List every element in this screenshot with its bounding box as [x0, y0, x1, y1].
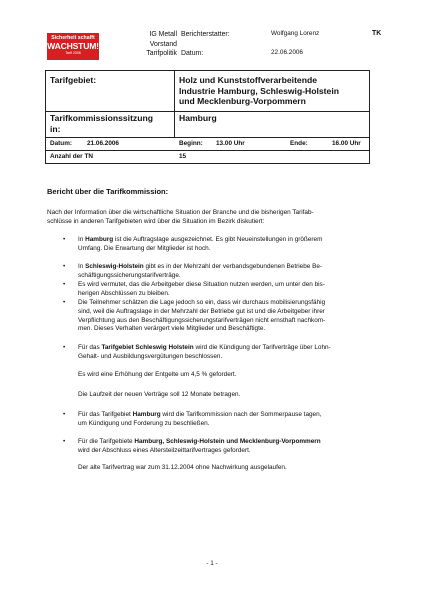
bullet-hamburg: In Hamburg ist die Auftragslage ausgezeichnet. Es gibt Neueinstellungen in größerem Umfang. Die Erwartung der Mitglieder ist hoch.: [78, 236, 323, 252]
beginn-label: Beginn:: [179, 140, 203, 147]
sitzung-value: Hamburg: [179, 113, 217, 123]
bullet-schleswig-holstein: In Schleswig-Holstein gibt es in der Mehrzahl der verbandsgebundenen Betriebe Be- schäftigungssicherungstarifverträge.: [78, 263, 323, 279]
bullet-dot-icon: •: [63, 299, 66, 306]
sitzung-label: Tarifkommissionssitzung in:: [50, 113, 153, 134]
organization-block: [121, 30, 177, 59]
page-number: - 1 -: [206, 560, 218, 567]
org-line: IG Metall: [149, 31, 177, 38]
report-heading: Bericht über die Tarifkommission:: [47, 187, 169, 196]
bullet-dot-icon: •: [63, 263, 66, 270]
datum-value: 21.06.2006: [87, 140, 119, 147]
initials: TK: [372, 30, 382, 37]
bullet-dot-icon: •: [63, 236, 66, 243]
meta-labels: [181, 30, 230, 59]
row-divider: [46, 111, 369, 112]
bullet-teilnehmer: Die Teilnehmer schätzen die Lage jedoch so ein, dass wir durchaus mobilisierungsfähig sind, weil die Auftragslage in der Mehrzahl der Betriebe gut ist und die Arbeitgeber ihrer Verpflichtung aus den Beschäftigungssicherungstarifverträgen nicht ernsthaft nachkom- men. Dieses Verhalten verärgert viele Mitglieder und Beschäftigte.: [78, 299, 326, 333]
column-divider: [174, 71, 175, 137]
tarifgebiet-label: Tarifgebiet:: [50, 75, 97, 85]
datum-label: Datum:: [50, 140, 73, 147]
bullet-arbeitgeber: Es wird vermutet, das die Arbeitgeber diese Situation nutzen werden, um unter den bis- herigen Abschlüssen zu bleiben.: [78, 281, 325, 297]
bullet-schleswig-kuendigung: Für das Tarifgebiet Schleswig Holstein wird die Kündigung der Tarifverträge über Lohn- Gehalt- und Ausbildungsvergütungen beschlossen.: [78, 344, 331, 360]
bullet-dot-icon: •: [63, 438, 66, 445]
org-line: Tarifpolitik: [146, 50, 177, 58]
reporter-label: Berichterstatter:: [181, 31, 230, 38]
report-date: 22.06.2006: [271, 49, 303, 57]
org-line: Vorstand: [149, 40, 177, 48]
campaign-logo: Sicherheit schafft WACHSTUM! Tarif 2006: [47, 33, 99, 60]
intro-paragraph: Nach der Information über die wirtschaftliche Situation der Branche und die bisherigen Tarifab- schlüsse in anderen Tarifgebieten wird über die Situation im Bezirk diskutiert:: [47, 209, 314, 225]
beginn-value: 13.00 Uhr: [216, 140, 245, 147]
bullet-altersteilzeit: Für die Tarifgebiete Hamburg, Schleswig-Holstein und Mecklenburg-Vorpommern wird der Abschluss eines Altersteilzeittarifvertrages gefordert.: [78, 438, 321, 454]
forderung-text: Es wird eine Erhöhung der Entgelte um 4,5 % gefordert.: [78, 371, 237, 378]
bullet-dot-icon: •: [63, 344, 66, 351]
bullet-dot-icon: •: [63, 281, 66, 288]
bullet-dot-icon: •: [63, 411, 66, 418]
tarifvertrag-text: Der alte Tarifvertrag war zum 31.12.2004 ohne Nachwirkung ausgelaufen.: [78, 464, 287, 471]
tn-label: Anzahl der TN: [50, 153, 93, 160]
tn-value: 15: [179, 153, 187, 160]
ende-value: 16.00 Uhr: [332, 140, 361, 147]
date-label: Datum:: [181, 50, 204, 58]
ende-label: Ende:: [290, 140, 308, 147]
row-divider: [46, 137, 369, 138]
meeting-info-table: [45, 70, 370, 164]
tarifgebiet-value: Holz und Kunststoffverarbeitende Industrie Hamburg, Schleswig-Holstein und Mecklenburg-Vorpommern: [179, 75, 339, 107]
bullet-hamburg-sommerpause: Für das Tarifgebiet Hamburg wird die Tarifkommission nach der Sommerpause tagen, um Kündigung und Forderung zu beschließen.: [78, 411, 322, 427]
reporter-name: Wolfgang Lorenz: [271, 30, 320, 37]
row-divider: [46, 150, 369, 151]
laufzeit-text: Die Laufzeit der neuen Verträge soll 12 Monate betragen.: [78, 391, 241, 398]
